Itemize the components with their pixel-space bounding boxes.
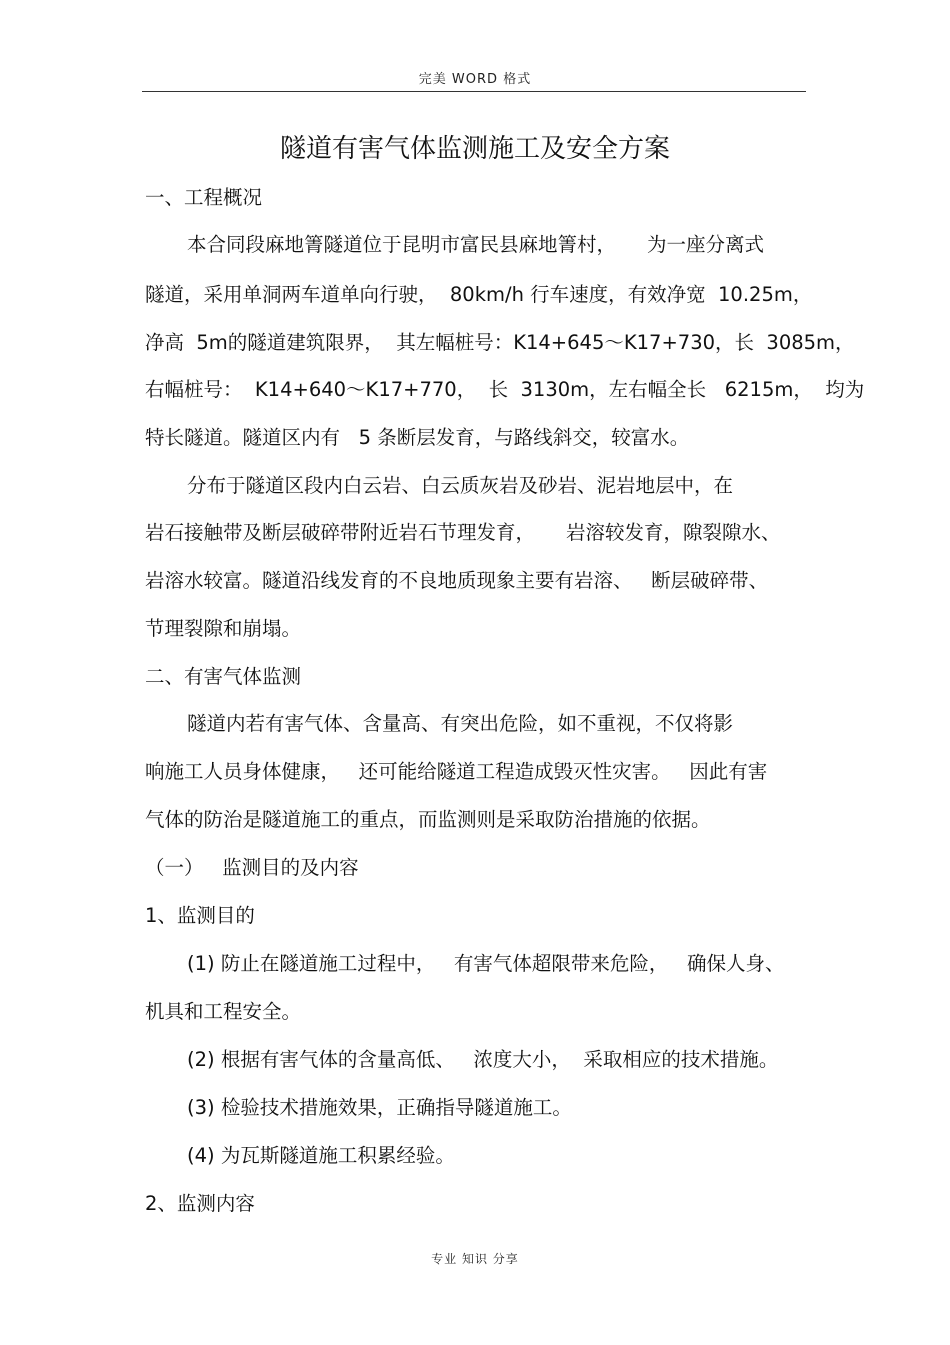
header-divider <box>142 91 806 92</box>
subsection-heading: 1、监测目的 <box>145 904 255 927</box>
section-heading-overview: 一、工程概况 <box>145 186 263 209</box>
paragraph-line: 响施工人员身体健康， 还可能给隧道工程造成毁灭性灾害。 因此有害 <box>145 760 768 783</box>
subsection-heading: （一） 监测目的及内容 <box>145 856 359 879</box>
paragraph-line: 岩溶水较富。隧道沿线发育的不良地质现象主要有岩溶、 断层破碎带、 <box>145 569 769 592</box>
paragraph-line: 隧道内若有害气体、含量高、有突出危险，如不重视，不仅将影 <box>187 712 734 735</box>
paragraph-line: 右幅桩号： K14+640～K17+770， 长 3130m，左右幅全长 6215m， 均为 <box>145 378 865 401</box>
paragraph-line: 气体的防治是隧道施工的重点，而监测则是采取防治措施的依据。 <box>145 808 711 831</box>
list-item: (2) 根据有害气体的含量高低、 浓度大小， 采取相应的技术措施。 <box>187 1048 779 1071</box>
paragraph-line: 特长隧道。隧道区内有 5 条断层发育，与路线斜交，较富水。 <box>145 426 690 449</box>
page-header: 完美 WORD 格式 <box>418 72 532 87</box>
list-item: (3) 检验技术措施效果，正确指导隧道施工。 <box>187 1096 572 1119</box>
paragraph-line: 节理裂隙和崩塌。 <box>145 617 302 640</box>
list-item: (4) 为瓦斯隧道施工积累经验。 <box>187 1144 455 1167</box>
list-item: (1) 防止在隧道施工过程中， 有害气体超限带来危险， 确保人身、 <box>187 952 785 975</box>
page-footer: 专业 知识 分享 <box>431 1252 519 1266</box>
subsection-heading: 2、监测内容 <box>145 1192 255 1215</box>
paragraph-line: 分布于隧道区段内白云岩、白云质灰岩及砂岩、泥岩地层中，在 <box>187 474 734 497</box>
paragraph-line: 岩石接触带及断层破碎带附近岩石节理发育， 岩溶较发育，隙裂隙水、 <box>145 521 781 544</box>
paragraph-line: 净高 5m的隧道建筑限界， 其左幅桩号：K14+645～K17+730，长 3085m， <box>145 331 855 354</box>
paragraph-line: 机具和工程安全。 <box>145 1000 302 1023</box>
paragraph-line: 本合同段麻地箐隧道位于昆明市富民县麻地箐村， 为一座分离式 <box>187 233 764 256</box>
paragraph-line: 隧道，采用单洞两车道单向行驶， 80km/h 行车速度，有效净宽 10.25m， <box>145 283 813 306</box>
document-title: 隧道有害气体监测施工及安全方案 <box>279 134 670 164</box>
section-heading-gas-monitoring: 二、有害气体监测 <box>145 665 302 688</box>
